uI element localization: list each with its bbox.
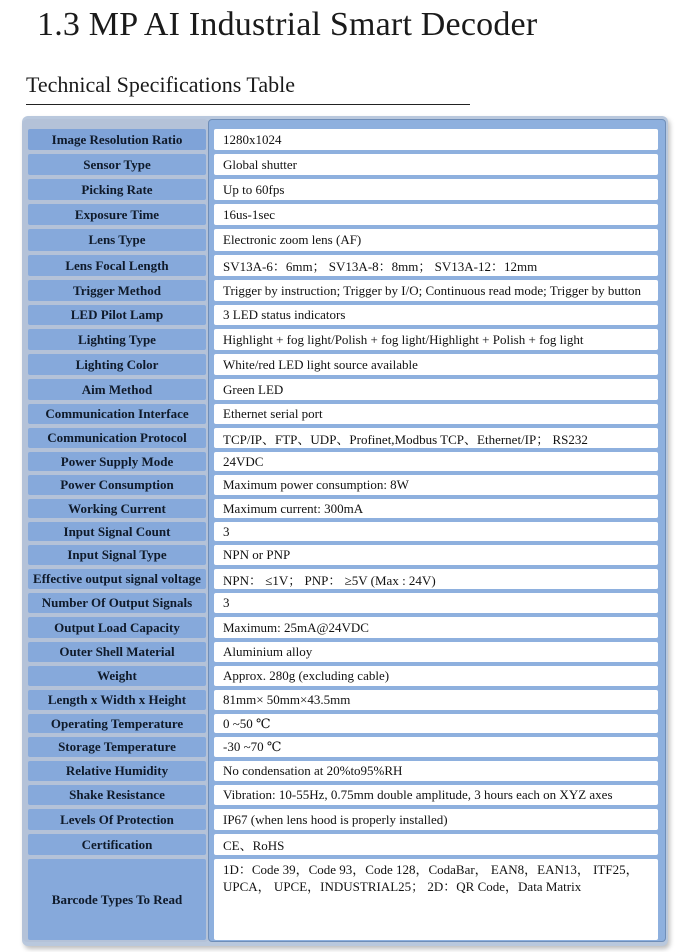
spec-label: Levels Of Protection <box>28 809 206 830</box>
spec-value: Vibration: 10-55Hz, 0.75mm double amplitude, 3 hours each on XYZ axes <box>214 785 658 805</box>
spec-value: 81mm× 50mm×43.5mm <box>214 690 658 710</box>
spec-row <box>0 377 681 402</box>
spec-label: LED Pilot Lamp <box>28 305 206 325</box>
spec-value: Aluminium alloy <box>214 642 658 662</box>
spec-label: Relative Humidity <box>28 761 206 781</box>
spec-value: 16us-1sec <box>214 204 658 225</box>
spec-row <box>0 807 681 832</box>
spec-value: Maximum current: 300mA <box>214 499 658 518</box>
spec-value: Trigger by instruction; Trigger by I/O; Continuous read mode; Trigger by button <box>214 280 658 301</box>
spec-value: 3 LED status indicators <box>214 305 658 325</box>
spec-row <box>0 352 681 377</box>
spec-label: Exposure Time <box>28 204 206 225</box>
spec-row <box>0 473 681 497</box>
spec-row <box>0 177 681 202</box>
spec-label: Shake Resistance <box>28 785 206 805</box>
spec-label: Barcode Types To Read <box>28 859 206 940</box>
spec-value: 24VDC <box>214 452 658 471</box>
spec-value: -30 ~70 ℃ <box>214 737 658 757</box>
spec-value: No condensation at 20%to95%RH <box>214 761 658 781</box>
spec-value: NPN： ≤1V； PNP： ≥5V (Max : 24V) <box>214 569 658 589</box>
spec-label: Communication Protocol <box>28 428 206 448</box>
spec-label: Operating Temperature <box>28 714 206 733</box>
spec-label: Picking Rate <box>28 179 206 200</box>
spec-row <box>0 303 681 327</box>
spec-label: Lens Focal Length <box>28 255 206 276</box>
spec-value: TCP/IP、FTP、UDP、Profinet,Modbus TCP、Ethernet/IP； RS232 <box>214 428 658 448</box>
spec-row <box>0 735 681 759</box>
spec-value: 1280x1024 <box>214 129 658 150</box>
spec-row <box>0 152 681 177</box>
spec-value: Up to 60fps <box>214 179 658 200</box>
spec-label: Input Signal Type <box>28 545 206 565</box>
spec-value: Electronic zoom lens (AF) <box>214 229 658 251</box>
spec-value: Global shutter <box>214 154 658 175</box>
spec-value: Maximum: 25mA@24VDC <box>214 617 658 638</box>
spec-row <box>0 688 681 712</box>
spec-label: Sensor Type <box>28 154 206 175</box>
section-title: Technical Specifications Table <box>26 72 295 97</box>
spec-row <box>0 543 681 567</box>
spec-value: White/red LED light source available <box>214 354 658 375</box>
spec-value: SV13A-6：6mm； SV13A-8：8mm； SV13A-12：12mm <box>214 255 658 276</box>
spec-label: Communication Interface <box>28 404 206 424</box>
spec-label: Aim Method <box>28 379 206 400</box>
spec-value: NPN or PNP <box>214 545 658 565</box>
spec-label: Input Signal Count <box>28 522 206 541</box>
spec-row <box>0 202 681 227</box>
spec-label: Outer Shell Material <box>28 642 206 662</box>
section-divider <box>26 104 470 105</box>
spec-label: Certification <box>28 834 206 855</box>
spec-row <box>0 497 681 520</box>
spec-value: 3 <box>214 593 658 613</box>
spec-row <box>0 253 681 278</box>
spec-value: IP67 (when lens hood is properly installed) <box>214 809 658 830</box>
spec-label: Length x Width x Height <box>28 690 206 710</box>
spec-row <box>0 832 681 857</box>
spec-label: Lens Type <box>28 229 206 251</box>
spec-label: Lighting Color <box>28 354 206 375</box>
spec-label: Weight <box>28 666 206 686</box>
spec-row <box>0 640 681 664</box>
spec-row <box>0 783 681 807</box>
spec-value: 0 ~50 ℃ <box>214 714 658 733</box>
spec-row <box>0 591 681 615</box>
spec-label: Number Of Output Signals <box>28 593 206 613</box>
spec-row <box>0 327 681 352</box>
spec-row <box>0 426 681 450</box>
spec-label: Storage Temperature <box>28 737 206 757</box>
spec-value: Highlight + fog light/Polish + fog light/Highlight + Polish + fog light <box>214 329 658 350</box>
spec-row <box>0 712 681 735</box>
spec-row <box>0 520 681 543</box>
spec-value: Approx. 280g (excluding cable) <box>214 666 658 686</box>
spec-label: Power Consumption <box>28 475 206 495</box>
spec-row <box>0 857 681 942</box>
spec-row <box>0 567 681 591</box>
spec-label: Lighting Type <box>28 329 206 350</box>
spec-row <box>0 664 681 688</box>
spec-label: Output Load Capacity <box>28 617 206 638</box>
spec-value: Maximum power consumption: 8W <box>214 475 658 495</box>
spec-value: 3 <box>214 522 658 541</box>
spec-value: 1D：Code 39，Code 93，Code 128，CodaBar， EAN8，EAN13， ITF25， UPCA， UPCE，INDUSTRIAL25； 2D：QR Code，Data Matrix <box>214 859 658 940</box>
spec-label: Power Supply Mode <box>28 452 206 471</box>
spec-label: Working Current <box>28 499 206 518</box>
spec-row <box>0 278 681 303</box>
spec-row <box>0 450 681 473</box>
spec-row <box>0 227 681 253</box>
spec-label: Trigger Method <box>28 280 206 301</box>
spec-label: Effective output signal voltage <box>28 569 206 589</box>
spec-row <box>0 127 681 152</box>
spec-row <box>0 402 681 426</box>
page-title: 1.3 MP AI Industrial Smart Decoder <box>37 6 538 43</box>
spec-label: Image Resolution Ratio <box>28 129 206 150</box>
spec-value: CE、RoHS <box>214 834 658 855</box>
spec-value: Green LED <box>214 379 658 400</box>
spec-row <box>0 615 681 640</box>
spec-value: Ethernet serial port <box>214 404 658 424</box>
spec-row <box>0 759 681 783</box>
